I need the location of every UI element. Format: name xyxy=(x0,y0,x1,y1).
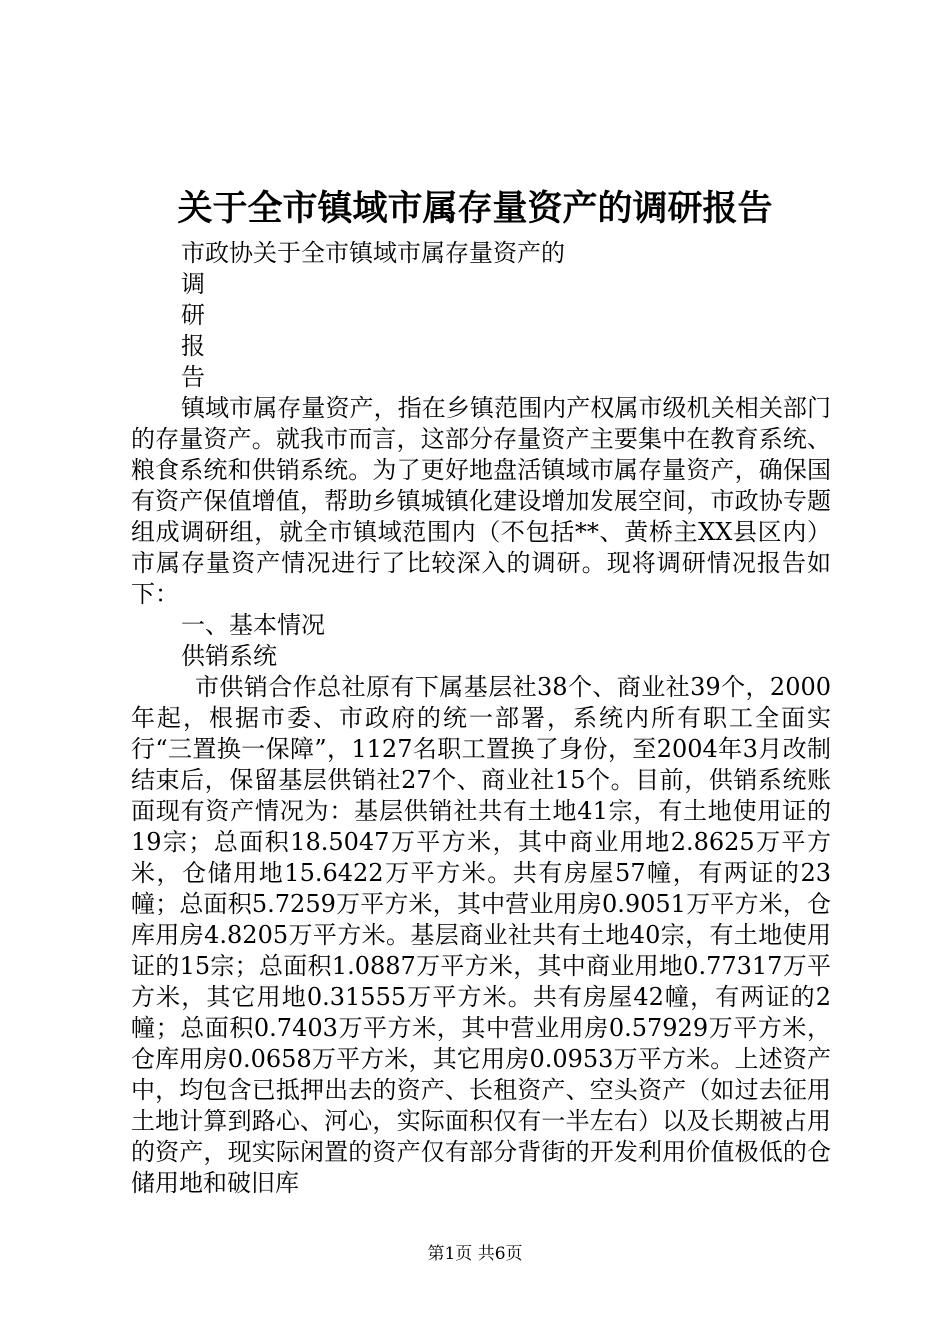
body-paragraph: 市供销合作总社原有下属基层社38个、商业社39个，2000年起，根据市委、市政府的统一部署，系统内所有职工全面实行“三置换一保障”，1127名职工置换了身份，至2004年3月改制结束后，保留基层供销社27个、商业社15个。目前，供销系统账面现有资产情况为：基层供销社共有土地41宗，有土地使用证的19宗；总面积18.5047万平方米，其中商业用地2.8625万平方米，仓储用地15.6422万平方米。共有房屋57幢，有两证的23幢；总面积5.7259万平方米，其中营业用房0.9051万平方米，仓库用房4.8205万平方米。基层商业社共有土地40宗，有土地使用证的15宗；总面积1.0887万平方米，其中商业用地0.77317万平方米，其它用地0.31555万平方米。共有房屋42幢，有两证的2幢；总面积0.7403万平方米，其中营业用房0.57929万平方米，仓库用房0.0658万平方米，其它用房0.0953万平方米。上述资产中，均包含已抵押出去的资产、长租资产、空头资产（如过去征用土地计算到路心、河心，实际面积仅有一半左右）以及长期被占用的资产，现实际闲置的资产仅有部分背街的开发利用价值极低的仓储用地和破旧库 xyxy=(131,673,831,1197)
subsection-heading: 供销系统 xyxy=(181,642,277,670)
section-heading: 一、基本情况 xyxy=(181,611,325,639)
intro-paragraph: 镇域市属存量资产，指在乡镇范围内产权属市级机关相关部门的存量资产。就我市而言，这部分存量资产主要集中在教育系统、粮食系统和供销系统。为了更好地盘活镇域市属存量资产，确保国有资产保值增值，帮助乡镇城镇化建设增加发展空间，市政协专题组成调研组，就全市镇域范围内（不包括**、黄桥主XX县区内）市属存量资产情况进行了比较深入的调研。现将调研情况报告如下： xyxy=(131,394,831,608)
page-footer: 第1页 共6页 xyxy=(427,1244,523,1264)
vertical-char: 研 xyxy=(181,301,205,329)
vertical-char: 调 xyxy=(181,270,205,298)
vertical-char: 告 xyxy=(181,363,205,391)
vertical-char: 报 xyxy=(181,332,205,360)
document-subtitle: 市政协关于全市镇域市属存量资产的 xyxy=(181,239,565,267)
document-title: 关于全市镇域市属存量资产的调研报告 xyxy=(177,188,773,229)
